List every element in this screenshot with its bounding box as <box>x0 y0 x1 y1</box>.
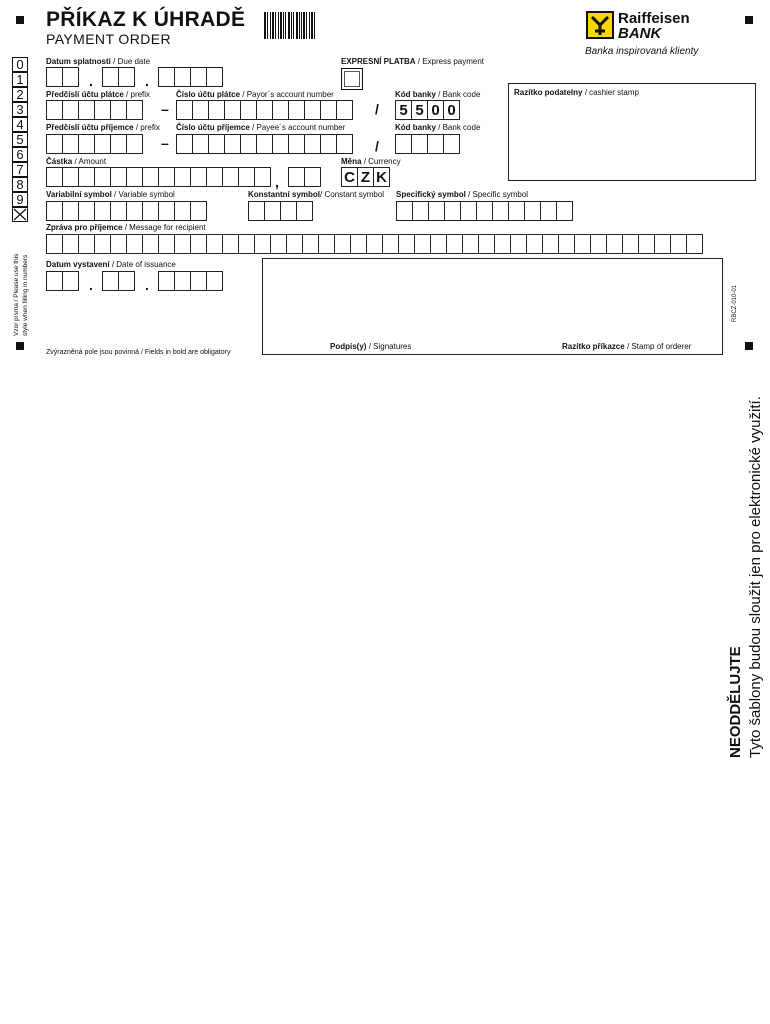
registration-mark <box>745 16 753 24</box>
specific-symbol-label-en: / Specific symbol <box>468 190 529 199</box>
warning-text: Tyto šablony budou sloužit jen pro elektronické využití. <box>747 396 764 758</box>
registration-mark <box>745 342 753 350</box>
amount-label <box>46 157 106 166</box>
payee-bank-code-label-en: / Bank code <box>438 123 481 132</box>
due-date-label-en: / Due date <box>113 57 151 66</box>
bank-code-digit: 0 <box>427 100 444 120</box>
payer-bank-slash: / <box>375 101 379 117</box>
bank-name: Raiffeisen <box>618 10 690 27</box>
issue-date-dot: . <box>89 277 93 293</box>
currency-char: C <box>341 167 358 187</box>
due-date-dot: . <box>89 73 93 89</box>
amount-whole-input[interactable] <box>46 167 271 187</box>
payer-prefix-label <box>46 90 150 99</box>
orderer-stamp-label <box>562 342 691 351</box>
payer-bank-code-label-cz: Kód banky <box>395 90 436 99</box>
message-label-cz: Zpráva pro příjemce <box>46 223 123 232</box>
constant-symbol-label-cz: Konstantní symbol <box>248 190 321 199</box>
due-date-day-input[interactable] <box>46 67 79 87</box>
digit-guide-8: 8 <box>12 177 28 192</box>
digit-guide-7: 7 <box>12 162 28 177</box>
digit-guide-4: 4 <box>12 117 28 132</box>
signatures-label-en: / Signatures <box>368 342 412 351</box>
currency-char: Z <box>357 167 374 187</box>
payee-bank-code-label <box>395 123 480 132</box>
constant-symbol-label <box>248 190 384 199</box>
digit-guide-6: 6 <box>12 147 28 162</box>
bank-code-digit: 5 <box>411 100 428 120</box>
constant-symbol-label-en: / Constant symbol <box>320 190 385 199</box>
payee-prefix-label-cz: Předčíslí účtu příjemce <box>46 123 134 132</box>
payee-prefix-input[interactable] <box>46 134 143 154</box>
currency-input[interactable] <box>341 167 390 187</box>
message-label-en: / Message for recipient <box>124 223 206 232</box>
digit-guide-1: 1 <box>12 72 28 87</box>
side-note-line1: Vzor písma / Please use this <box>13 253 20 336</box>
side-note-line2: style when filling in numbers <box>22 254 29 336</box>
payee-account-dash: – <box>161 135 169 151</box>
digit-guide-2: 2 <box>12 87 28 102</box>
payer-prefix-label-cz: Předčíslí účtu plátce <box>46 90 124 99</box>
cashier-stamp-area[interactable] <box>508 83 756 181</box>
digit-guide-3: 3 <box>12 102 28 117</box>
payee-prefix-label <box>46 123 160 132</box>
issue-date-month-input[interactable] <box>102 271 135 291</box>
express-payment-checkbox[interactable] <box>341 68 363 90</box>
due-date-dot: . <box>145 73 149 89</box>
payee-account-label <box>176 123 345 132</box>
due-date-label <box>46 57 150 66</box>
barcode <box>264 12 315 39</box>
payer-account-dash: – <box>161 101 169 117</box>
specific-symbol-label-cz: Specifický symbol <box>396 190 466 199</box>
payee-bank-code-label-cz: Kód banky <box>395 123 436 132</box>
payee-account-input[interactable] <box>176 134 353 154</box>
constant-symbol-input[interactable] <box>248 201 313 221</box>
payer-prefix-input[interactable] <box>46 100 143 120</box>
variable-symbol-label-cz: Variabilní symbol <box>46 190 112 199</box>
currency-label-cz: Měna <box>341 157 362 166</box>
issue-date-label-en: / Date of issuance <box>111 260 176 269</box>
raiffeisen-cross-icon <box>586 11 614 39</box>
form-code: RBCZ-010-01 <box>732 284 738 322</box>
payee-bank-slash: / <box>375 138 379 154</box>
payer-bank-code-label-en: / Bank code <box>438 90 481 99</box>
due-date-label-cz: Datum splatnosti <box>46 57 111 66</box>
currency-label <box>341 157 401 166</box>
bank-code-digit: 5 <box>395 100 412 120</box>
variable-symbol-input[interactable] <box>46 201 207 221</box>
orderer-stamp-label-en: / Stamp of orderer <box>626 342 692 351</box>
variable-symbol-label <box>46 190 175 199</box>
issue-date-label-cz: Datum vystavení <box>46 260 110 269</box>
payer-account-label-en: / Payor´s account number <box>242 90 334 99</box>
due-date-year-input[interactable] <box>158 67 223 87</box>
registration-mark <box>16 342 24 350</box>
payee-account-label-cz: Číslo účtu příjemce <box>176 123 250 132</box>
message-input[interactable] <box>46 234 703 254</box>
specific-symbol-input[interactable] <box>396 201 573 221</box>
cashier-stamp-label <box>514 88 639 97</box>
do-not-detach-warning <box>726 396 766 758</box>
express-payment-label-en: / Express payment <box>417 57 485 66</box>
form-title: PŘÍKAZ K ÚHRADĚ <box>46 8 246 31</box>
message-label <box>46 223 206 232</box>
amount-label-en: / Amount <box>74 157 107 166</box>
issue-date-year-input[interactable] <box>158 271 223 291</box>
currency-label-en: / Currency <box>363 157 401 166</box>
signatures-label <box>330 342 411 351</box>
orderer-stamp-label-cz: Razítko příkazce <box>562 342 625 351</box>
bank-code-digit: 0 <box>443 100 460 120</box>
signature-stamp-area[interactable] <box>262 258 723 355</box>
mandatory-fields-note: Zvýrazněná pole jsou povinná / Fields in bold are obligatory <box>46 349 231 356</box>
payer-account-label-cz: Číslo účtu plátce <box>176 90 241 99</box>
payee-account-label-en: / Payee´s account number <box>252 123 346 132</box>
registration-mark <box>16 16 24 24</box>
issue-date-day-input[interactable] <box>46 271 79 291</box>
signatures-label-cz: Podpis(y) <box>330 342 367 351</box>
payer-account-label <box>176 90 334 99</box>
digit-guide-0: 0 <box>12 57 28 72</box>
bank-tagline: Banka inspirovaná klienty <box>585 46 699 57</box>
payer-prefix-label-en: / prefix <box>126 90 151 99</box>
amount-decimal-input[interactable] <box>288 167 321 187</box>
form-subtitle: PAYMENT ORDER <box>46 31 171 47</box>
payer-bank-code-label <box>395 90 480 99</box>
currency-char: K <box>373 167 390 187</box>
issue-date-dot: . <box>145 277 149 293</box>
payee-prefix-label-en: / prefix <box>135 123 160 132</box>
issue-date-label <box>46 260 176 269</box>
cashier-stamp-label-en: / cashier stamp <box>584 88 639 97</box>
payer-bank-code-input[interactable] <box>395 100 460 120</box>
payee-bank-code-input[interactable] <box>395 134 460 154</box>
cross-mark-icon <box>12 207 28 222</box>
express-payment-label-cz: EXPRESNÍ PLATBA <box>341 57 416 66</box>
warning-title: NEODDĚLUJTE <box>727 646 744 758</box>
digit-guide-9: 9 <box>12 192 28 207</box>
amount-label-cz: Částka <box>46 157 73 166</box>
specific-symbol-label <box>396 190 528 199</box>
amount-decimal-comma: , <box>275 174 279 190</box>
due-date-month-input[interactable] <box>102 67 135 87</box>
digit-guide-5: 5 <box>12 132 28 147</box>
variable-symbol-label-en: / Variable symbol <box>114 190 175 199</box>
cashier-stamp-label-cz: Razítko podatelny <box>514 88 583 97</box>
bank-name-sub: BANK <box>618 25 662 42</box>
payer-account-input[interactable] <box>176 100 353 120</box>
side-note <box>12 254 30 336</box>
express-payment-label <box>341 57 484 66</box>
